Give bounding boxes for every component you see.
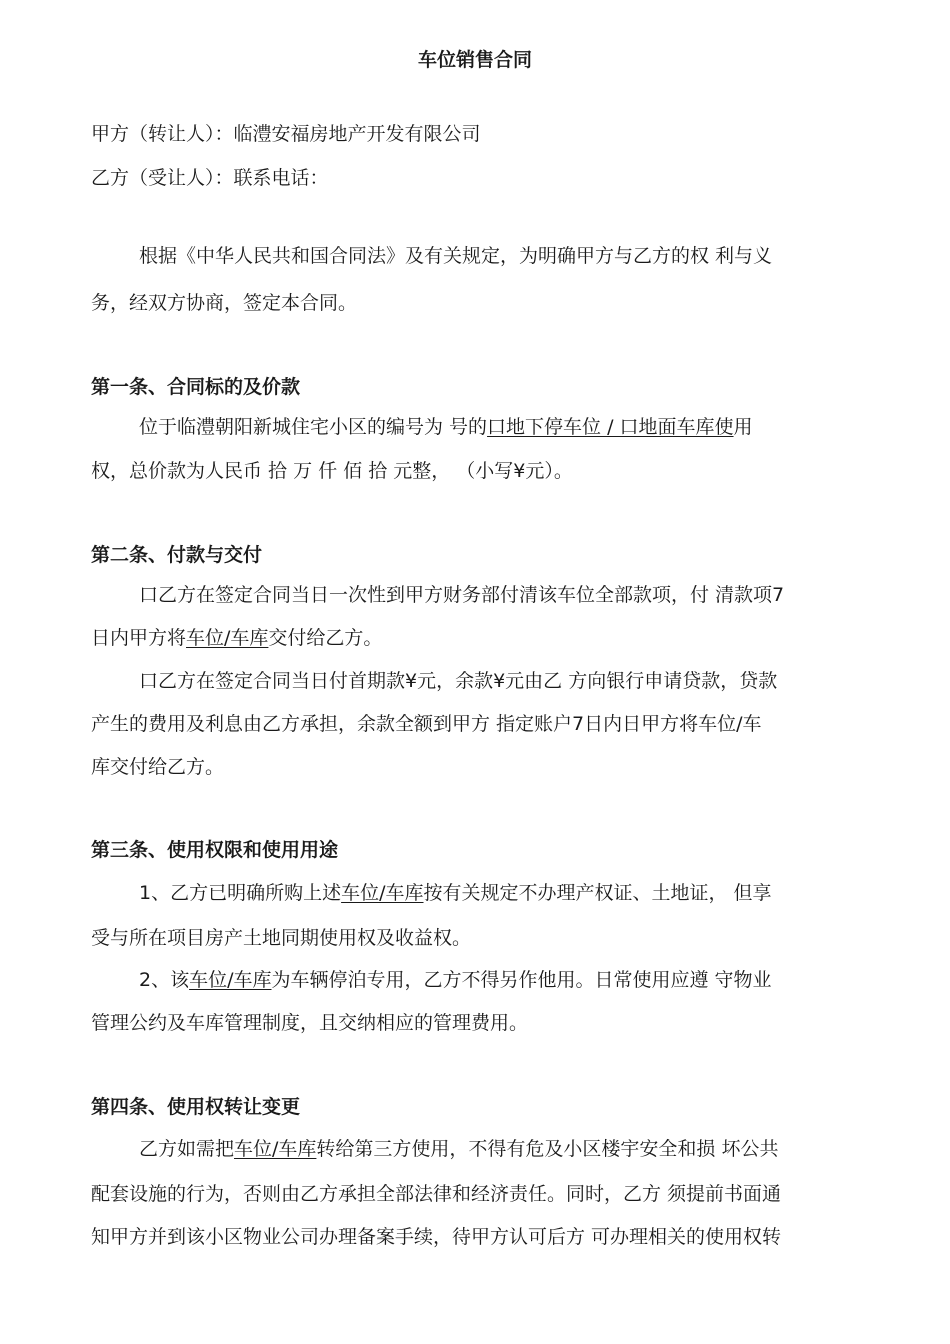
article-3-text: 为车辆停泊专用，乙方不得另作他用。日常使用应遵 守物业 [271, 969, 772, 991]
article-1-text: 位于临澧朝阳新城住宅小区的编号为 号的 [139, 416, 488, 438]
preamble-line-1: 根据《中华人民共和国合同法》及有关规定，为明确甲方与乙方的权 利与义 [139, 245, 773, 267]
article-3-heading: 第三条、使用权限和使用用途 [91, 839, 339, 861]
article-2-text: 交付给乙方。 [268, 627, 383, 649]
article-2-option-2-line-1: 口乙方在签定合同当日付首期款¥元，余款¥元由乙 方向银行申请贷款，贷款 [139, 670, 778, 692]
article-3-item-2-line-1 [139, 966, 772, 994]
parking-type-underlined: 车位/车库 [189, 969, 272, 991]
article-2-text: 日内甲方将 [91, 627, 187, 649]
article-4-line-3: 知甲方并到该小区物业公司办理备案手续，待甲方认可后方 可办理相关的使用权转 [91, 1226, 782, 1248]
article-4-line-1 [139, 1135, 778, 1163]
article-3-item-2-line-2: 管理公约及车库管理制度，且交纳相应的管理费用。 [91, 1012, 529, 1034]
article-1-heading: 第一条、合同标的及价款 [91, 376, 301, 398]
article-4-text: 转给第三方使用，不得有危及小区楼宇安全和损 坏公共 [316, 1138, 779, 1160]
article-1-line-1 [139, 413, 753, 441]
article-1-text: 用 [733, 416, 753, 438]
article-2-option-1-line-2 [91, 624, 382, 652]
document-title: 车位销售合同 [417, 49, 532, 71]
party-b-line: 乙方（受让人）：联系电话： [91, 167, 329, 189]
article-3-text: 2、该 [139, 969, 190, 991]
parking-type-underlined: 车位/车库 [234, 1138, 317, 1160]
article-2-heading: 第二条、付款与交付 [91, 544, 263, 566]
article-4-line-2: 配套设施的行为，否则由乙方承担全部法律和经济责任。同时，乙方 须提前书面通 [91, 1183, 782, 1205]
article-3-item-1-line-2: 受与所在项目房产土地同期使用权及收益权。 [91, 927, 472, 949]
party-a-line: 甲方（转让人）：临澧安福房地产开发有限公司 [91, 123, 481, 145]
article-3-text: 按有关规定不办理产权证、土地证， 但享 [423, 882, 772, 904]
preamble-line-2: 务，经双方协商，签定本合同。 [91, 292, 358, 314]
parking-type-options: 口地下停车位 / 口地面车库使 [487, 416, 734, 438]
article-1-line-2: 权，总价款为人民币 拾 万 仟 佰 拾 元整， （小写¥元）。 [91, 460, 573, 482]
article-3-text: 1、乙方已明确所购上述 [139, 882, 342, 904]
article-2-option-1-line-1: 口乙方在签定合同当日一次性到甲方财务部付清该车位全部款项，付 清款项7 [139, 584, 785, 606]
article-4-text: 乙方如需把 [139, 1138, 235, 1160]
article-2-option-2-line-3: 库交付给乙方。 [91, 756, 225, 778]
parking-type-underlined: 车位/车库 [186, 627, 269, 649]
article-4-heading: 第四条、使用权转让变更 [91, 1096, 301, 1118]
article-2-option-2-line-2: 产生的费用及利息由乙方承担，余款全额到甲方 指定账户7日内日甲方将车位/车 [91, 713, 762, 735]
parking-type-underlined: 车位/车库 [341, 882, 424, 904]
article-3-item-1-line-1 [139, 879, 772, 907]
